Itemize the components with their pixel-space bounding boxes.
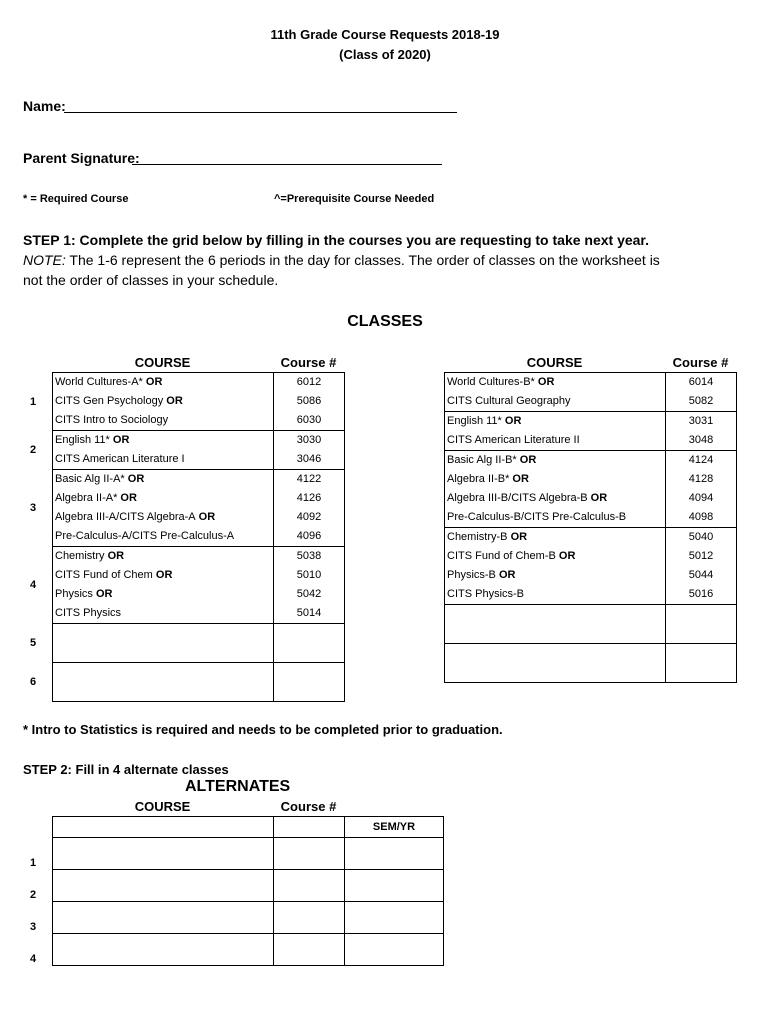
period-row-blank [406, 605, 737, 644]
or-label: OR [509, 473, 529, 485]
course-name: CITS American Literature I [55, 453, 185, 465]
or-label: OR [163, 395, 183, 407]
classes-title: CLASSES [347, 313, 423, 330]
period-number [406, 451, 445, 528]
course-name: CITS Intro to Sociology [55, 414, 169, 426]
course-number-cell[interactable] [274, 470, 345, 547]
course-number: 5044 [688, 569, 714, 581]
course-cell[interactable] [53, 470, 274, 547]
course-entry-blank[interactable] [53, 663, 274, 702]
course-number-cell[interactable] [274, 373, 345, 431]
course-option [53, 392, 273, 411]
alternates-title: ALTERNATES [185, 778, 291, 795]
course-name: Basic Alg II-A* [55, 473, 125, 485]
course-option [445, 373, 665, 392]
course-option [53, 411, 273, 430]
course-number: 6030 [296, 414, 322, 426]
course-cell[interactable] [445, 412, 666, 451]
period-row [14, 431, 345, 470]
course-number: 3030 [296, 434, 322, 446]
course-name: Chemistry [55, 550, 105, 562]
course-option [445, 489, 665, 508]
alt-course-number-entry[interactable] [274, 934, 345, 966]
alt-sem-yr-entry[interactable] [345, 902, 444, 934]
alt-course-number-entry[interactable] [274, 870, 345, 902]
course-option [53, 527, 273, 546]
alt-spacer [14, 817, 53, 838]
alt-row [14, 838, 444, 870]
or-label: OR [92, 588, 113, 600]
left-course-header: COURSE [134, 355, 191, 370]
course-name: CITS Fund of Chem [55, 569, 153, 581]
course-cell[interactable] [445, 451, 666, 528]
course-option [445, 470, 665, 489]
course-number-cell[interactable] [274, 547, 345, 624]
course-number: 3031 [688, 415, 714, 427]
course-number-cell[interactable] [274, 431, 345, 470]
alt-row-number: 3 [29, 920, 37, 933]
course-name: CITS Cultural Geography [447, 395, 571, 407]
right-number-header: Course # [672, 355, 729, 370]
course-number: 3046 [296, 453, 322, 465]
course-option [53, 470, 273, 489]
or-label: OR [555, 550, 576, 562]
classes-grid-left [14, 372, 345, 702]
alt-course-entry[interactable] [53, 838, 274, 870]
course-number: 3048 [688, 434, 714, 446]
alt-row [14, 902, 444, 934]
course-option [53, 450, 273, 469]
course-name: CITS Physics-B [447, 588, 525, 600]
step1-heading: STEP 1: Complete the grid below by filling in the courses you are requesting to take next year. [23, 232, 650, 248]
alt-sem-yr-entry[interactable] [345, 934, 444, 966]
course-name: English 11* [447, 415, 502, 427]
course-name: Pre-Calculus-B/CITS Pre-Calculus-B [447, 511, 627, 523]
course-number-entry-blank[interactable] [666, 644, 737, 683]
course-entry-blank[interactable] [445, 644, 666, 683]
alt-course-entry[interactable] [53, 902, 274, 934]
note-label: NOTE: [23, 252, 66, 268]
statistics-note: * Intro to Statistics is required and needs to be completed prior to graduation. [23, 722, 503, 737]
or-label: OR [507, 531, 528, 543]
left-number-header: Course # [280, 355, 337, 370]
course-number-cell[interactable] [666, 373, 737, 412]
period-row [406, 451, 737, 528]
alt-header-blank [274, 817, 345, 838]
course-number-entry-blank[interactable] [666, 605, 737, 644]
period-row [406, 412, 737, 451]
course-name: Basic Alg II-B* [447, 454, 517, 466]
course-option [53, 585, 273, 604]
period-row [14, 470, 345, 547]
or-label: OR [104, 550, 125, 562]
alt-number-header: Course # [280, 799, 337, 814]
alt-sem-yr-entry[interactable] [345, 838, 444, 870]
course-name: English 11* [55, 434, 110, 446]
alt-sem-yr-entry[interactable] [345, 870, 444, 902]
page-subtitle: (Class of 2020) [339, 47, 431, 62]
period-number [406, 644, 445, 683]
alt-row [14, 934, 444, 966]
alt-row-number: 1 [29, 856, 37, 869]
period-number: 2 [29, 444, 37, 456]
alt-course-entry[interactable] [53, 934, 274, 966]
period-number: 5 [29, 637, 37, 649]
name-label: Name: [23, 98, 66, 114]
course-number: 5016 [688, 588, 714, 600]
course-name: Chemistry-B [447, 531, 508, 543]
or-label: OR [124, 473, 145, 485]
course-option [445, 508, 665, 527]
course-number: 5040 [688, 531, 714, 543]
course-name: Physics [55, 588, 93, 600]
right-course-header: COURSE [526, 355, 583, 370]
course-name: Algebra III-A/CITS Algebra-A [55, 511, 196, 523]
course-number-entry-blank[interactable] [274, 663, 345, 702]
course-number: 5038 [296, 550, 322, 562]
period-number: 3 [29, 502, 37, 514]
course-option [445, 547, 665, 566]
step1-instructions [23, 230, 663, 290]
period-number: 1 [29, 395, 37, 408]
course-cell[interactable] [53, 431, 274, 470]
course-number-cell[interactable] [666, 412, 737, 451]
course-name: Pre-Calculus-A/CITS Pre-Calculus-A [55, 530, 235, 542]
period-number: 4 [29, 579, 37, 591]
period-row-blank [14, 624, 345, 663]
or-label: OR [195, 511, 216, 523]
period-row [406, 373, 737, 412]
or-label: OR [587, 492, 608, 504]
parent-signature-field[interactable] [132, 150, 442, 165]
course-number: 6014 [688, 376, 714, 388]
course-name: World Cultures-B* [447, 376, 535, 388]
course-number: 4128 [688, 473, 714, 485]
or-label: OR [516, 454, 537, 466]
course-cell[interactable] [53, 547, 274, 624]
period-number [406, 373, 445, 412]
course-entry-blank[interactable] [53, 624, 274, 663]
course-number: 4098 [688, 511, 714, 523]
course-entry-blank[interactable] [445, 605, 666, 644]
or-label: OR [495, 569, 516, 581]
course-number: 5042 [296, 588, 322, 600]
period-number [406, 528, 445, 605]
period-row-blank [406, 644, 737, 683]
or-label: OR [501, 415, 522, 427]
prerequisite-legend: ^=Prerequisite Course Needed [274, 193, 435, 205]
alt-row-number: 4 [29, 952, 37, 965]
alt-course-number-entry[interactable] [274, 902, 345, 934]
course-option [53, 508, 273, 527]
note-text: The 1-6 represent the 6 periods in the day for classes. The order of classes on the worksheet is not the order of classes in your schedule. [23, 252, 660, 288]
or-label: OR [534, 376, 555, 388]
alt-row [14, 870, 444, 902]
course-option [445, 566, 665, 585]
period-row [14, 547, 345, 624]
course-number: 4094 [688, 492, 714, 504]
alt-header-row [14, 817, 444, 838]
course-name: Algebra II-A* [55, 492, 118, 504]
course-number-entry-blank[interactable] [274, 624, 345, 663]
course-option [53, 431, 273, 450]
course-number: 5012 [688, 550, 714, 562]
classes-grid-right [406, 372, 737, 683]
course-option [53, 489, 273, 508]
course-number: 4124 [688, 454, 714, 466]
or-label: OR [109, 434, 130, 446]
sem-yr-header: SEM/YR [345, 817, 444, 838]
course-option [445, 528, 665, 547]
course-name: Physics-B [447, 569, 496, 581]
course-option [53, 566, 273, 585]
course-cell[interactable] [53, 373, 274, 431]
course-number: 4126 [296, 492, 322, 504]
or-label: OR [117, 492, 137, 504]
course-name: CITS Fund of Chem-B [447, 550, 556, 562]
page-title: 11th Grade Course Requests 2018-19 [270, 27, 500, 42]
alt-course-entry[interactable] [53, 870, 274, 902]
course-option [53, 547, 273, 566]
course-name: CITS Gen Psychology [55, 395, 164, 407]
course-name: Algebra II-B* [447, 473, 510, 485]
name-field[interactable] [64, 98, 457, 113]
course-number: 6012 [296, 376, 322, 388]
alt-row-number: 2 [29, 888, 37, 901]
course-number: 5010 [296, 569, 322, 581]
required-legend: * = Required Course [23, 193, 129, 205]
course-name: World Cultures-A* [55, 376, 143, 388]
course-number-cell[interactable] [666, 528, 737, 605]
alt-header-blank [53, 817, 274, 838]
period-number: 6 [29, 676, 37, 688]
period-row [14, 373, 345, 431]
course-number: 5086 [296, 395, 322, 407]
step2-heading: STEP 2: Fill in 4 alternate classes [23, 762, 229, 777]
course-number: 4096 [296, 530, 322, 542]
alt-course-number-entry[interactable] [274, 838, 345, 870]
or-label: OR [142, 376, 163, 388]
period-number [406, 605, 445, 644]
course-option [53, 373, 273, 392]
course-option [445, 392, 665, 411]
course-option [445, 412, 665, 431]
alt-course-header: COURSE [134, 799, 191, 814]
course-option [445, 451, 665, 470]
course-name: Algebra III-B/CITS Algebra-B [447, 492, 588, 504]
course-name: CITS Physics [55, 607, 122, 619]
course-option [445, 585, 665, 604]
period-number [406, 412, 445, 451]
course-number: 5014 [296, 607, 322, 619]
alternates-grid [14, 816, 444, 966]
course-number: 4122 [296, 473, 322, 485]
course-number-cell[interactable] [666, 451, 737, 528]
period-row-blank [14, 663, 345, 702]
period-row [406, 528, 737, 605]
course-cell[interactable] [445, 528, 666, 605]
course-option [445, 431, 665, 450]
course-number: 4092 [296, 511, 322, 523]
course-name: CITS American Literature II [447, 434, 580, 446]
parent-signature-label: Parent Signature: [23, 150, 140, 166]
or-label: OR [152, 569, 173, 581]
course-number: 5082 [688, 395, 714, 407]
course-option [53, 604, 273, 623]
course-cell[interactable] [445, 373, 666, 412]
